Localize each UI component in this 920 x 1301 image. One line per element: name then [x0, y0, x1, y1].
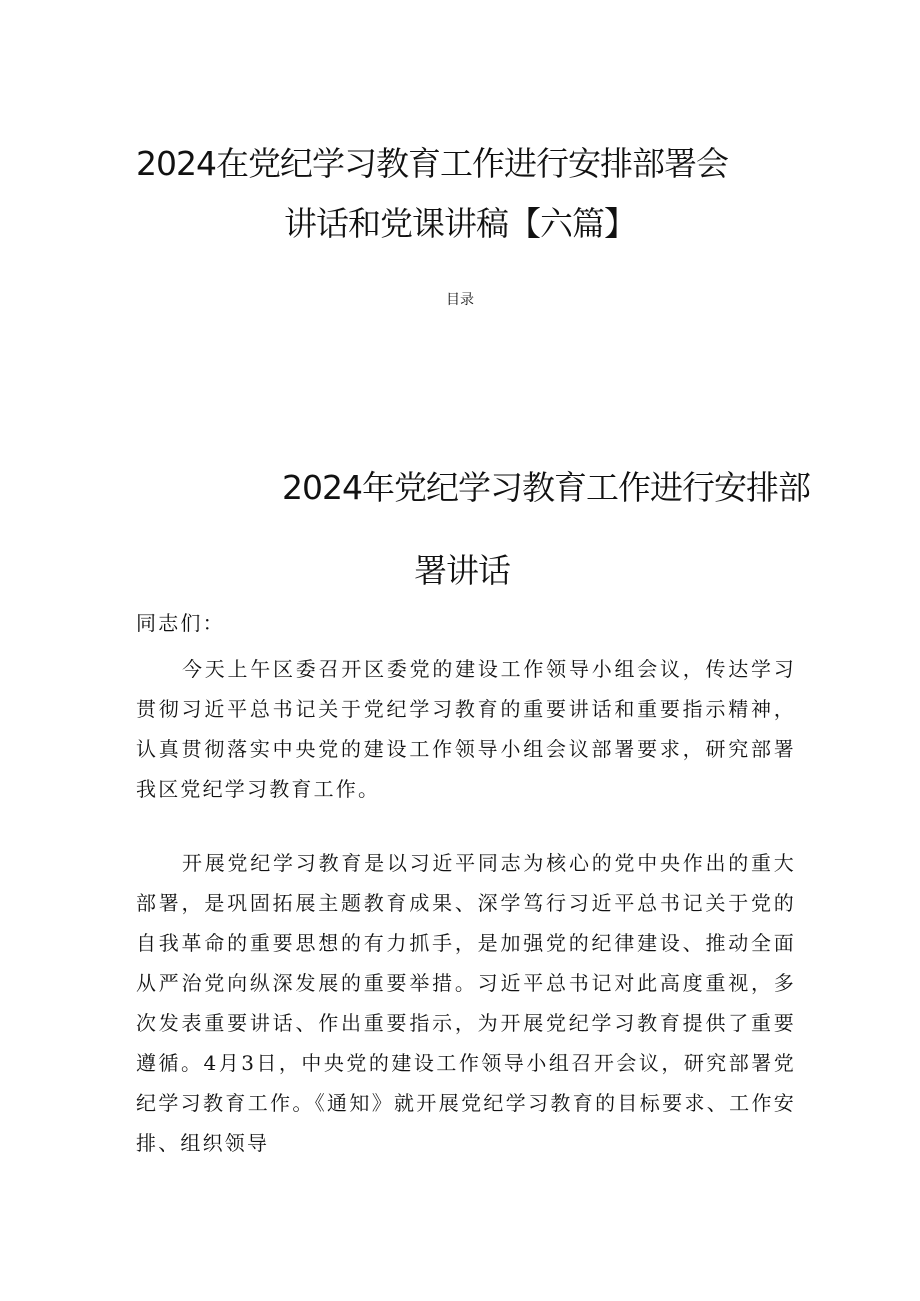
section-title-line-1: 2024年党纪学习教育工作进行安排部 — [282, 468, 810, 507]
section-title-line-2: 署讲话 — [414, 551, 510, 590]
document-title-line-2: 讲话和党课讲稿【六篇】 — [284, 204, 636, 243]
body-paragraph-2: 开展党纪学习教育是以习近平同志为核心的党中央作出的重大部署，是巩固拓展主题教育成果、深学笃行习近平总书记关于党的自我革命的重要思想的有力抓手，是加强党的纪律建设、推动全面从严治党向纵深发展的重要举措。习近平总书记对此高度重视，多次发表重要讲话、作出重要指示，为开展党纪学习教育提供了重要遵循。4月3日，中央党的建设工作领导小组召开会议，研究部署党纪学习教育工作。《通知》就开展党纪学习教育的目标要求、工作安排、组织领导 — [136, 851, 796, 1155]
salutation: 同志们： — [136, 611, 225, 635]
document-title-line-1: 2024在党纪学习教育工作进行安排部署会 — [136, 144, 728, 183]
table-of-contents-label: 目录 — [446, 292, 474, 308]
body-paragraph-1: 今天上午区委召开区委党的建设工作领导小组会议，传达学习贯彻习近平总书记关于党纪学习教育的重要讲话和重要指示精神，认真贯彻落实中央党的建设工作领导小组会议部署要求，研究部署我区党纪学习教育工作。 — [136, 657, 796, 801]
